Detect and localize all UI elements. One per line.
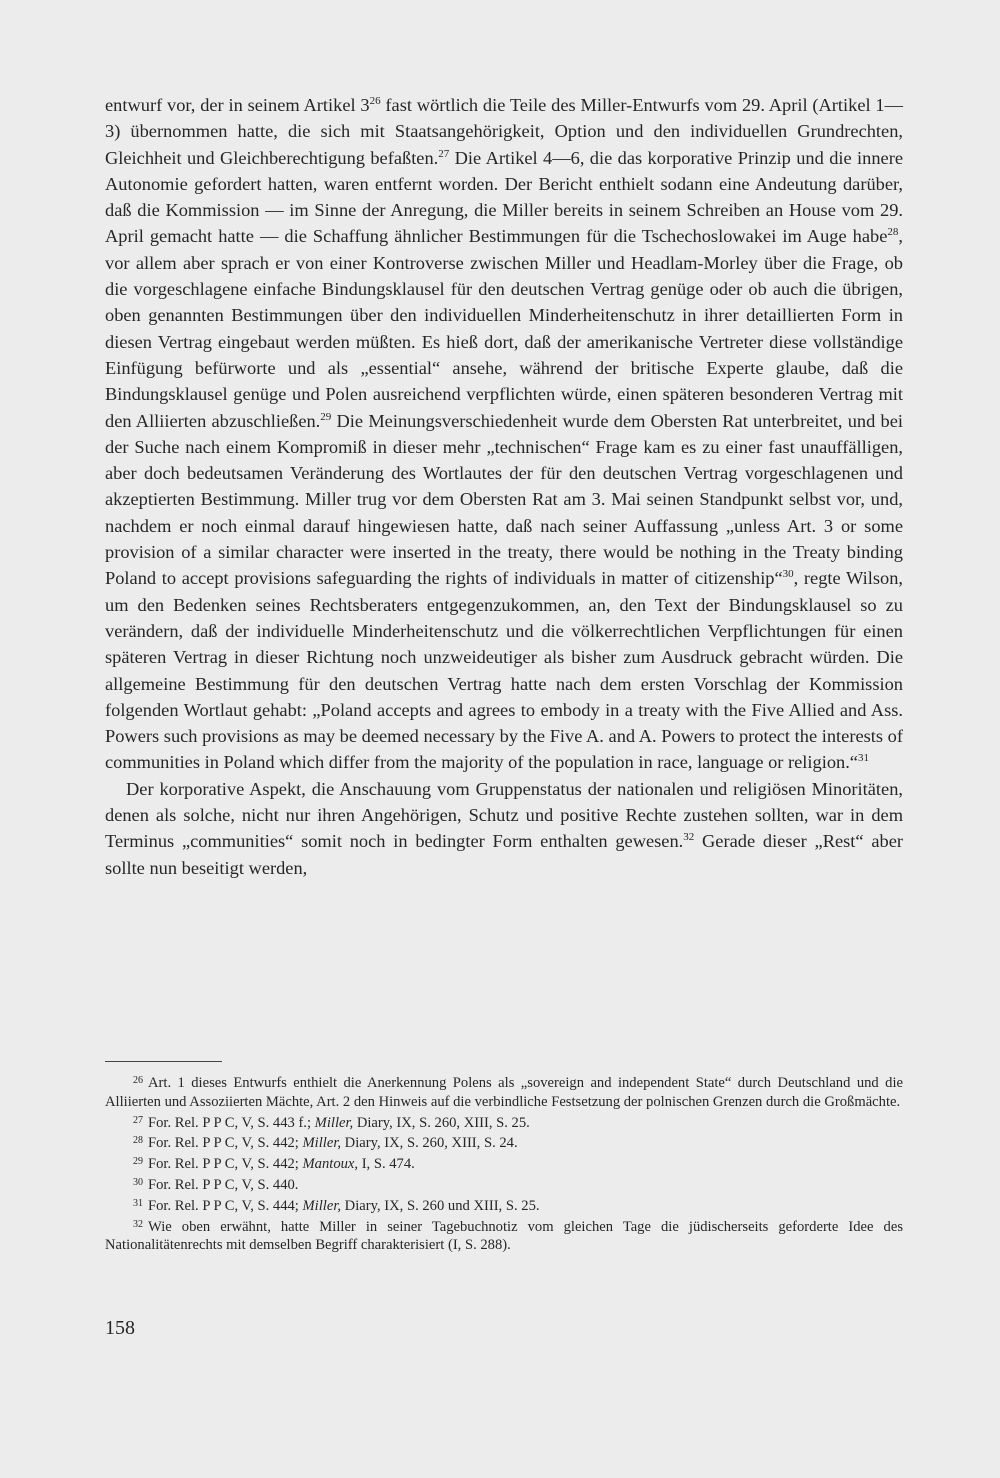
text-run: , regte Wilson, um den Bedenken seines Rechtsberaters entgegenzukommen, an, den Text der Bindungsklausel so zu verändern, daß der individuelle Minderheitenschutz und die völkerrechtlichen Verpflichtungen für einen späteren Vertrag in dieser Richtung noch unzweideutiger als bisher zum Ausdruck gebracht würden. Die allgemeine Bestimmung für den deutschen Vertrag hatte nach dem ersten Vorschlag der Kommission folgenden Wortlaut gehabt: „Poland accepts and agrees to embody in a treaty with the Five Allied and Ass. Powers such provisions as may be deemed necessary by the Five A. and A. Powers to protect the interests of communities in Poland which differ from the majority of the population in race, language or religion.“ (105, 568, 903, 773)
footnote-number: 26 (133, 1075, 143, 1086)
footnote-number: 27 (133, 1114, 143, 1126)
paragraph (105, 92, 903, 776)
footnote-reference: 29 (320, 410, 332, 423)
footnote (105, 1174, 903, 1195)
footnote-number: 29 (133, 1156, 143, 1168)
italic-author: Miller, (302, 1135, 342, 1152)
text-run: For. Rel. P P C, V, S. 444; (148, 1197, 303, 1214)
italic-author: Miller, (302, 1197, 342, 1214)
text-run: , vor allem aber sprach er von einer Kontroverse zwischen Miller und Headlam-Morley über die Frage, ob die vorgeschlagene einfache Bindungsklausel für den deutschen Vertrag genüge oder ob auch die übrigen, oben genannten Bestimmungen über den individuellen Minderheitenschutz in ihrer detaillierten Form in diesen Vertrag eingebaut werden müßten. Es hieß dort, daß der amerikanische Vertreter diese vollständige Einfügung befürworte und als „essential“ ansehe, während der britische Experte glaube, daß die Bindungsklausel genüge und Polen ausreichend verpflichten würde, einen späteren besonderen Vertrag mit den Alliierten abzuschließen. (105, 226, 903, 431)
footnote-number: 31 (133, 1197, 143, 1209)
text-run: For. Rel. P P C, V, S. 440. (148, 1176, 299, 1193)
footnote-reference: 32 (683, 831, 695, 844)
text-run: Diary, IX, S. 260 und XIII, S. 25. (341, 1197, 540, 1214)
footnote-number: 32 (133, 1218, 143, 1230)
main-text (105, 92, 903, 881)
footnote-reference: 31 (857, 752, 869, 765)
text-run: Die Artikel 4—6, die das korporative Prinzip und die innere Autonomie gefordert hatten, waren entfernt worden. Der Bericht enthielt sodann eine Andeutung darüber, daß die Kommission — im Sinne der Anregung, die Miller bereits in seinem Schreiben an House vom 29. April gemacht hatte — die Schaffung ähnlicher Bestimmungen für die Tschechoslowakei im Auge habe (105, 147, 903, 247)
footnote-reference: 30 (782, 568, 794, 581)
footnote-number: 28 (133, 1135, 143, 1147)
text-run: For. Rel. P P C, V, S. 442; (148, 1135, 303, 1152)
text-run: Gerade dieser „Rest“ aber sollte nun beseitigt werden, (105, 831, 903, 878)
footnote-separator (105, 1061, 222, 1062)
footnote (105, 1112, 903, 1133)
footnote (105, 1153, 903, 1174)
text-run: Diary, IX, S. 260, XIII, S. 25. (353, 1114, 530, 1131)
italic-author: Miller, (314, 1114, 354, 1131)
footnote-reference: 28 (887, 226, 899, 239)
footnote (105, 1132, 903, 1153)
page-number: 158 (105, 1317, 135, 1339)
footnote-reference: 27 (438, 147, 450, 160)
text-run: Diary, IX, S. 260, XIII, S. 24. (341, 1135, 518, 1152)
text-run: Der korporative Aspekt, die Anschauung vom Gruppenstatus der nationalen und religiösen Minoritäten, denen als solche, nicht nur ihren Angehörigen, Schutz und positive Rechte zustehen sollten, war in dem Terminus „communities“ somit noch in bedingter Form enthalten gewesen. (105, 778, 903, 852)
text-run: fast wörtlich die Teile des Miller-Entwurfs vom 29. April (Artikel 1—3) übernommen hatte, die sich mit Staatsangehörigkeit, Option und den individuellen Grundrechten, Gleichheit und Gleichberechtigung befaßten. (105, 95, 903, 168)
footnote (105, 1216, 903, 1256)
text-run: Wie oben erwähnt, hatte Miller in seiner Tagebuchnotiz vom gleichen Tage die jüdischerseits geforderte Idee des Nationalitätenrechts mit demselben Begriff charakterisiert (I, S. 288). (105, 1218, 903, 1254)
footnote-number: 30 (133, 1176, 143, 1188)
footnote (105, 1072, 903, 1112)
footnote-reference: 26 (369, 95, 381, 107)
text-run: I, S. 474. (358, 1156, 415, 1173)
footnotes (105, 1072, 903, 1255)
italic-author: Mantoux, (302, 1156, 359, 1173)
text-run: Art. 1 dieses Entwurfs enthielt die Anerkennung Polens als „sovereign and independent State“ durch Deutschland und die Alliierten und Assoziierten Mächte, Art. 2 den Hinweis auf die verbindliche Festsetzung der polnischen Grenzen durch die Großmächte. (105, 1075, 903, 1110)
text-run: For. Rel. P P C, V, S. 443 f.; (148, 1114, 315, 1131)
text-run: Die Meinungsverschiedenheit wurde dem Obersten Rat unterbreitet, und bei der Suche nach einem Kompromiß in dieser mehr „technischen“ Frage kam es zu einer fast unauffälligen, aber doch bedeutsamen Veränderung des Wortlautes der für den deutschen Vertrag vorgeschlagenen und akzeptierten Bestimmung. Miller trug vor dem Obersten Rat am 3. Mai seinen Standpunkt selbst vor, und, nachdem er noch einmal darauf hingewiesen hatte, daß nach seiner Auffassung „unless Art. 3 or some provision of a similar character were inserted in the treaty, there would be nothing in the Treaty binding Poland to accept provisions safeguarding the rights of individuals in matter of citizenship“ (105, 410, 903, 589)
paragraph (105, 776, 903, 881)
text-run: entwurf vor, der in seinem Artikel 3 (105, 95, 370, 115)
footnote (105, 1195, 903, 1216)
text-run: For. Rel. P P C, V, S. 442; (148, 1156, 303, 1173)
